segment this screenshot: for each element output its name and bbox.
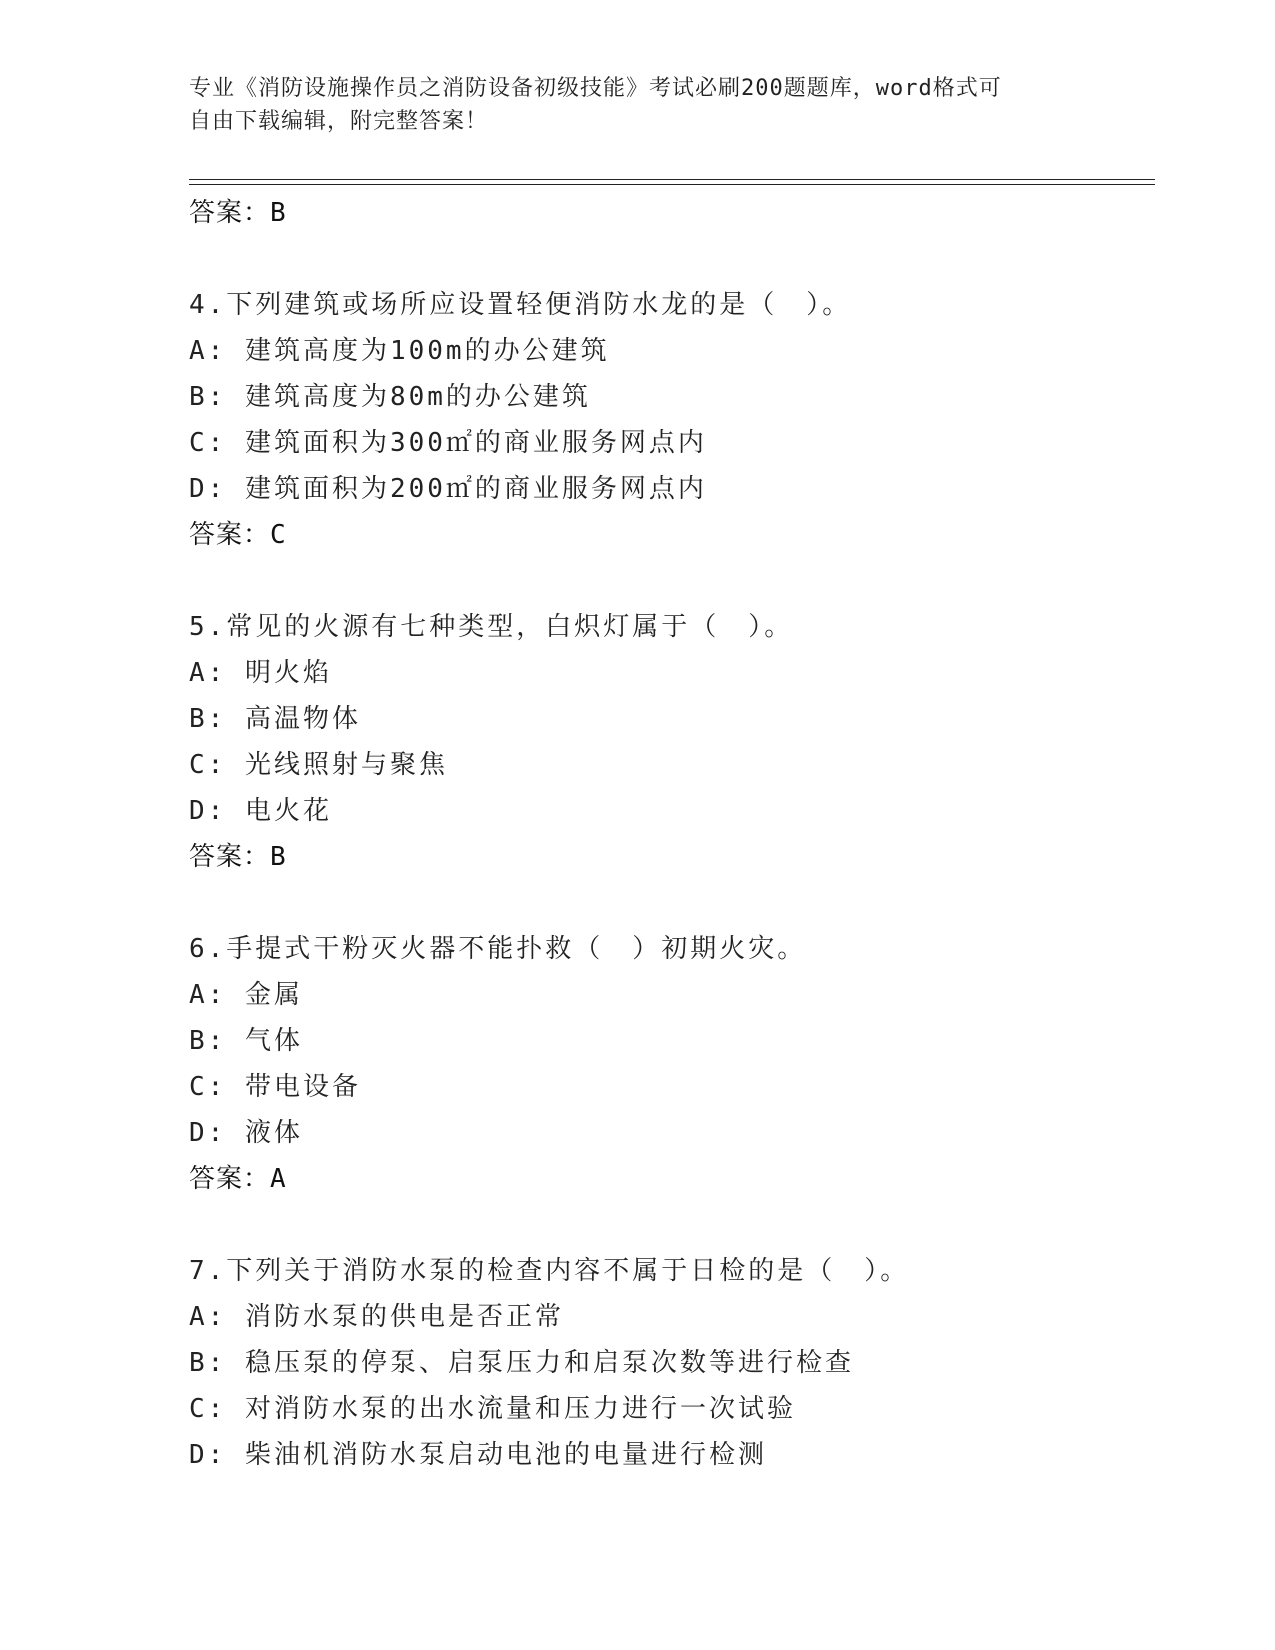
- option-b: B: 稳压泵的停泵、启泵压力和启泵次数等进行检查: [189, 1348, 854, 1378]
- header-divider-bottom: [189, 184, 1155, 185]
- answer-q3: 答案：B: [189, 198, 287, 228]
- option-c: C: 带电设备: [189, 1072, 361, 1102]
- option-c: C: 光线照射与聚焦: [189, 750, 448, 780]
- option-c: C: 对消防水泵的出水流量和压力进行一次试验: [189, 1394, 796, 1424]
- question-5: [189, 604, 1155, 880]
- answer: 答案：A: [189, 1164, 287, 1194]
- header-line-2: 自由下载编辑，附完整答案！: [189, 109, 489, 134]
- option-b: B: 建筑高度为80m的办公建筑: [189, 382, 591, 412]
- option-b: B: 气体: [189, 1026, 303, 1056]
- question-4: [189, 282, 1155, 558]
- option-d: D: 柴油机消防水泵启动电池的电量进行检测: [189, 1440, 767, 1470]
- option-d: D: 液体: [189, 1118, 303, 1148]
- option-c: C: 建筑面积为300㎡的商业服务网点内: [189, 428, 707, 458]
- option-a: A: 金属: [189, 980, 303, 1010]
- question-stem: 7.下列关于消防水泵的检查内容不属于日检的是（ ）。: [189, 1256, 910, 1286]
- option-a: A: 明火焰: [189, 658, 332, 688]
- option-a: A: 建筑高度为100m的办公建筑: [189, 336, 610, 366]
- option-b: B: 高温物体: [189, 704, 361, 734]
- question-7: [189, 1248, 1155, 1478]
- option-d: D: 建筑面积为200㎡的商业服务网点内: [189, 474, 707, 504]
- question-stem: 6.手提式干粉灭火器不能扑救（ ）初期火灾。: [189, 934, 807, 964]
- option-a: A: 消防水泵的供电是否正常: [189, 1302, 564, 1332]
- header-line-1: 专业《消防设施操作员之消防设备初级技能》考试必刷200题题库，word格式可: [189, 76, 1002, 101]
- answer: 答案：C: [189, 520, 287, 550]
- question-6: [189, 926, 1155, 1202]
- answer: 答案：B: [189, 842, 287, 872]
- question-list: [189, 190, 1155, 1478]
- document-header: [189, 72, 1069, 138]
- option-d: D: 电火花: [189, 796, 332, 826]
- question-stem: 5.常见的火源有七种类型，白炽灯属于（ ）。: [189, 612, 794, 642]
- header-divider-top: [189, 179, 1155, 180]
- question-stem: 4.下列建筑或场所应设置轻便消防水龙的是（ ）。: [189, 290, 852, 320]
